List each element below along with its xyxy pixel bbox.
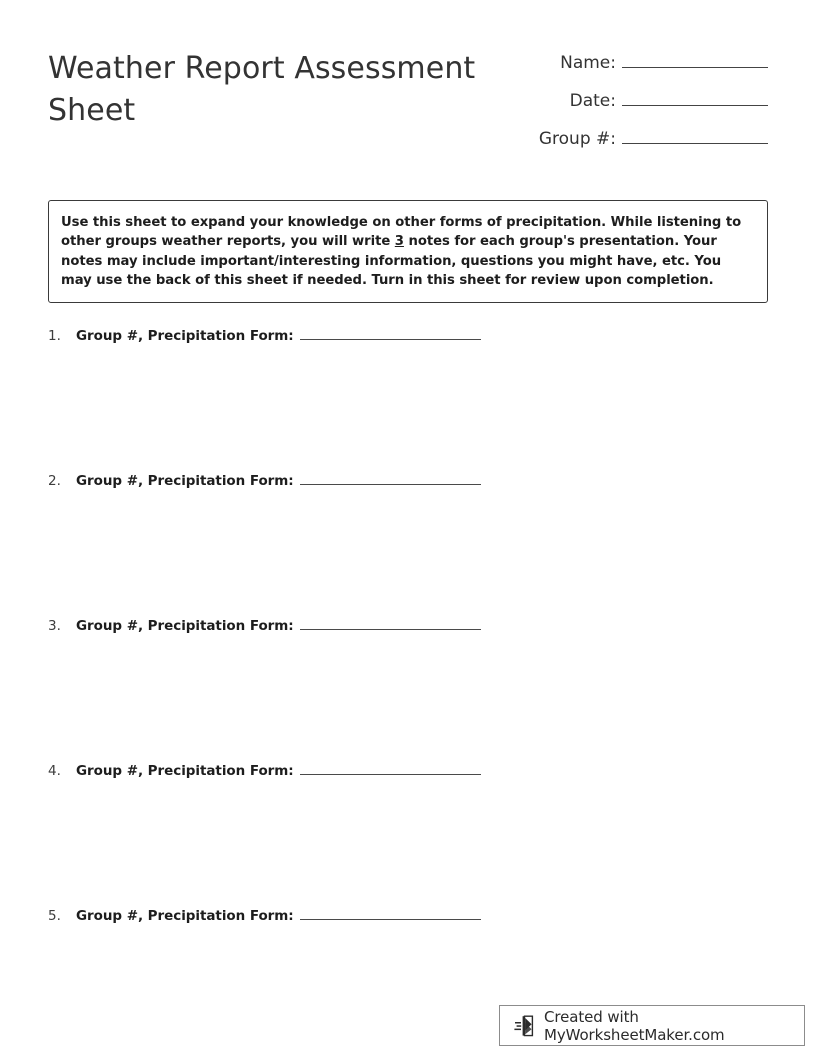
date-field-blank[interactable] (622, 88, 768, 106)
list-item (48, 326, 768, 471)
list-item-row (48, 326, 768, 344)
field-row-date (520, 88, 768, 126)
list-item-label: Group #, Precipitation Form: (76, 763, 294, 779)
worksheet-maker-badge[interactable] (499, 1005, 805, 1046)
list-item-label: Group #, Precipitation Form: (76, 473, 294, 489)
student-info-fields (520, 44, 768, 164)
name-field-label: Name: (560, 53, 616, 73)
list-item-blank[interactable] (300, 471, 481, 485)
field-row-group (520, 126, 768, 164)
note-items-list (48, 326, 768, 1051)
list-item-row (48, 471, 768, 489)
list-item-blank[interactable] (300, 906, 481, 920)
group-field-label: Group #: (538, 129, 616, 149)
list-item-number: 2. (48, 473, 61, 489)
list-item-blank[interactable] (300, 761, 481, 775)
page-title: Weather Report Assessment Sheet (48, 51, 476, 128)
list-item-row (48, 761, 768, 779)
name-field-blank[interactable] (622, 50, 768, 68)
group-field-blank[interactable] (622, 126, 768, 144)
instructions-text-after: notes for each group's presentation. Your notes may include important/interesting information, questions you might have, etc. You may use the back of this sheet if needed. Turn in this sheet for review upon completion. (61, 234, 722, 288)
instructions-emphasis: 3 (394, 234, 404, 250)
worksheet-maker-logo-icon (514, 1014, 536, 1038)
list-item (48, 616, 768, 761)
list-item-label: Group #, Precipitation Form: (76, 328, 294, 344)
badge-label: Created with MyWorksheetMaker.com (544, 1007, 725, 1044)
instructions-text-before: Use this sheet to expand your knowledge on other forms of precipitation. While listening to other groups weather reports, you will write (61, 215, 742, 250)
worksheet-header (48, 44, 768, 164)
list-item-label: Group #, Precipitation Form: (76, 618, 294, 634)
list-item-number: 3. (48, 618, 61, 634)
date-field-label: Date: (569, 91, 616, 111)
list-item-number: 4. (48, 763, 61, 779)
field-row-name (520, 50, 768, 88)
instructions-box (48, 200, 768, 303)
list-item-row (48, 906, 768, 924)
list-item (48, 471, 768, 616)
list-item (48, 761, 768, 906)
instructions-text (61, 213, 753, 290)
list-item-label: Group #, Precipitation Form: (76, 908, 294, 924)
list-item-number: 1. (48, 328, 61, 344)
list-item-blank[interactable] (300, 616, 481, 630)
list-item-blank[interactable] (300, 326, 481, 340)
list-item-row (48, 616, 768, 634)
list-item-number: 5. (48, 908, 61, 924)
